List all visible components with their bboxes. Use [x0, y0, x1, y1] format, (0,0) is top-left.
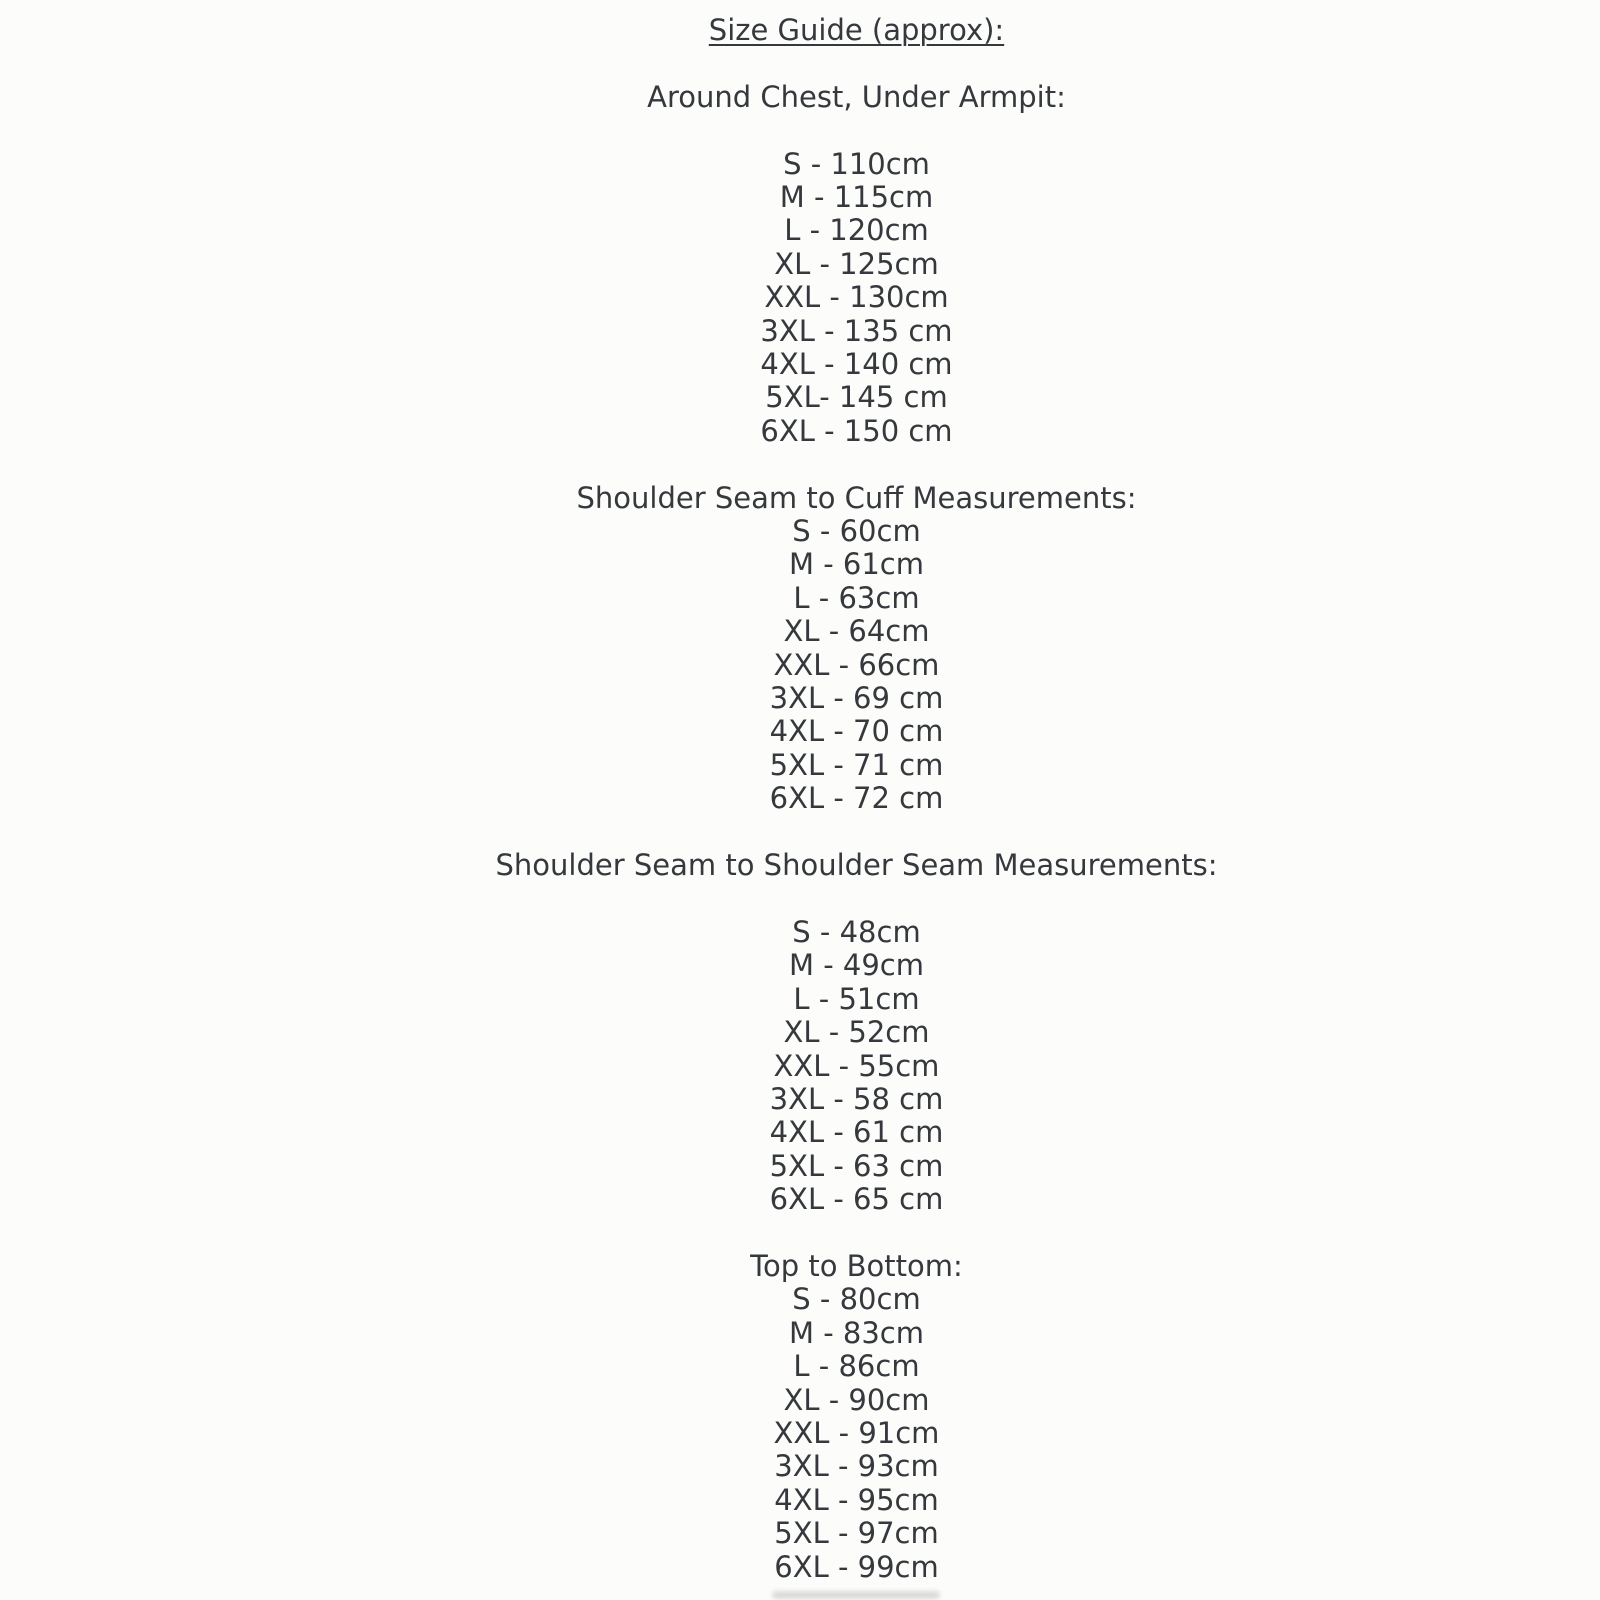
size-row: L - 51cm: [793, 981, 920, 1016]
size-list: [113, 1283, 1600, 1584]
size-row: S - 110cm: [783, 146, 930, 181]
size-row: L - 86cm: [793, 1349, 920, 1384]
size-row: L - 120cm: [784, 213, 929, 248]
size-list: [113, 515, 1600, 816]
size-row: M - 83cm: [788, 1315, 925, 1350]
size-row: XL - 64cm: [783, 614, 930, 649]
size-row: XXL - 66cm: [773, 647, 940, 682]
section-heading: Shoulder Seam to Cuff Measurements:: [576, 480, 1137, 515]
section-heading: Around Chest, Under Armpit:: [647, 79, 1066, 114]
size-row: 5XL - 97cm: [774, 1516, 939, 1551]
size-row: 4XL - 70 cm: [769, 714, 944, 749]
size-row: 3XL - 69 cm: [769, 681, 944, 716]
size-row: 4XL - 95cm: [774, 1482, 939, 1517]
size-row: 4XL - 61 cm: [769, 1115, 944, 1150]
size-row: S - 60cm: [792, 514, 921, 549]
size-row: 5XL - 63 cm: [769, 1148, 944, 1183]
size-row: XXL - 55cm: [773, 1048, 940, 1083]
size-row: 6XL - 150 cm: [760, 413, 953, 448]
size-row: XXL - 130cm: [764, 280, 949, 315]
size-row: 6XL - 72 cm: [769, 781, 944, 816]
size-row: S - 48cm: [792, 914, 921, 949]
size-row: XL - 52cm: [783, 1015, 930, 1050]
size-row: L - 63cm: [793, 580, 920, 615]
section-top-to-bottom: [113, 1250, 1600, 1584]
size-row: XL - 125cm: [774, 246, 939, 281]
section-heading: Top to Bottom:: [750, 1248, 963, 1283]
size-row: 6XL - 65 cm: [769, 1182, 944, 1217]
size-row: M - 49cm: [788, 948, 925, 983]
size-list: [113, 916, 1600, 1217]
section-around-chest: [113, 81, 1600, 448]
size-row: XXL - 91cm: [773, 1415, 940, 1450]
size-row: 5XL - 71 cm: [769, 747, 944, 782]
section-shoulder-to-shoulder: [113, 849, 1600, 1216]
section-shoulder-to-cuff: [113, 482, 1600, 816]
cropped-next-line-artifact: [772, 1591, 940, 1599]
size-row: 3XL - 93cm: [774, 1449, 939, 1484]
size-row: S - 80cm: [792, 1282, 921, 1317]
size-row: 5XL- 145 cm: [765, 380, 948, 415]
size-row: M - 61cm: [788, 547, 925, 582]
size-list: [113, 148, 1600, 449]
size-row: M - 115cm: [779, 180, 934, 214]
size-row: XL - 90cm: [783, 1382, 930, 1417]
size-row: 4XL - 140 cm: [760, 347, 953, 382]
page-title: Size Guide (approx):: [708, 13, 1005, 47]
size-row: 3XL - 135 cm: [760, 313, 953, 348]
section-heading: Shoulder Seam to Shoulder Seam Measurements:: [495, 848, 1218, 883]
size-row: 3XL - 58 cm: [769, 1081, 944, 1116]
size-row: 6XL - 99cm: [774, 1549, 939, 1584]
